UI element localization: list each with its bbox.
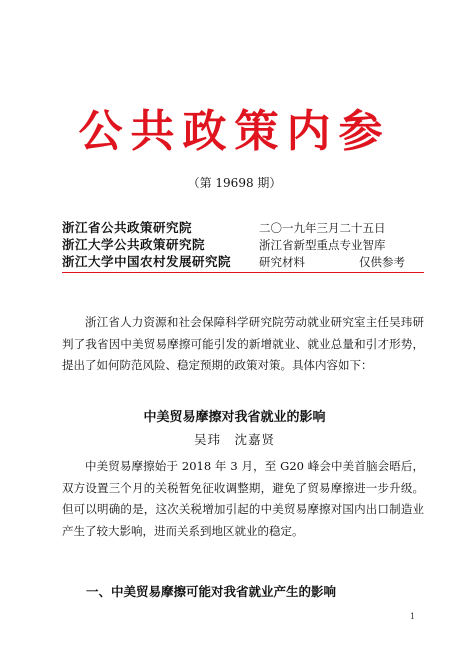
issue-number: （第 19698 期） — [187, 176, 282, 190]
page-number: 1 — [410, 612, 416, 621]
header-divider — [62, 272, 424, 273]
reference-note: 仅供参考 — [359, 255, 405, 269]
org-name: 浙江大学中国农村发展研究院 — [62, 254, 232, 269]
think-tank-label: 浙江省新型重点专业智库 — [259, 238, 386, 252]
material-type: 研究材料 — [259, 255, 305, 269]
org-row-1 — [62, 219, 424, 237]
org-name: 浙江大学公共政策研究院 — [62, 237, 206, 252]
org-row-2 — [62, 236, 424, 254]
article-body-paragraph: 中美贸易摩擦始于 2018 年 3 月，至 G20 峰会中美首脑会晤后，双方设置三个月的关税暂免征收调整期，避免了贸易摩擦进一步升级。但可以明确的是，这次关税增加引起的中美贸易摩擦对国内出口制造业产生了较大影响，进而关系到地区就业的稳定。 — [62, 459, 424, 538]
material-label — [259, 253, 405, 271]
org-name: 浙江省公共政策研究院 — [62, 220, 193, 235]
org-row-3 — [62, 253, 424, 271]
article-authors: 吴玮 沈嘉贤 — [193, 432, 275, 447]
intro-paragraph: 浙江省人力资源和社会保障科学研究院劳动就业研究室主任吴玮研判了我省因中美贸易摩擦可能引发的新增就业、就业总量和引才形势，提出了如何防范风险、稳定预期的政策对策。具体内容如下： — [62, 315, 424, 372]
publish-date: 二〇一九年三月二十五日 — [259, 221, 386, 235]
section-heading: 一、中美贸易摩擦可能对我省就业产生的影响 — [86, 584, 337, 599]
article-title: 中美贸易摩擦对我省就业的影响 — [143, 410, 326, 425]
masthead-title: 公共政策内参 — [78, 106, 391, 157]
